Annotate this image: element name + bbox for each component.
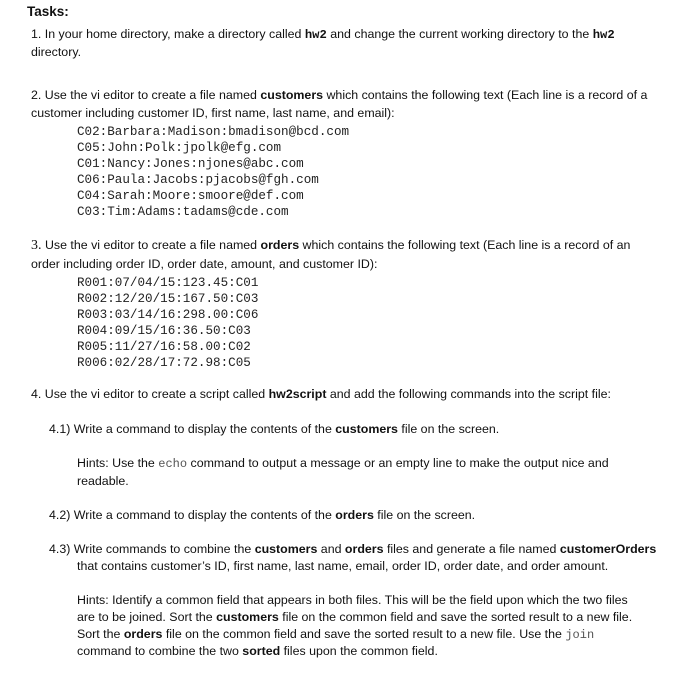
tasks-heading: Tasks:: [27, 4, 69, 19]
hint3-code-join: join: [565, 628, 595, 642]
order-record: R004:09/15/16:36.50:C03: [77, 324, 251, 338]
customer-record: C02:Barbara:Madison:bmadison@bcd.com: [77, 125, 350, 139]
task3-number: 3.: [31, 238, 42, 253]
subtask-4-3-text: 4.3) Write commands to combine the: [49, 542, 255, 556]
task1-text: 1. In your home directory, make a directory called: [31, 27, 305, 41]
hint-code-echo: echo: [158, 457, 188, 471]
hint3-bold-sorted: sorted: [242, 644, 281, 658]
customer-record: C03:Tim:Adams:tadams@cde.com: [77, 205, 289, 219]
subtask-4-1-bold: customers: [335, 422, 398, 436]
subtask-4-3-text-c: files and generate a file named: [383, 542, 560, 556]
hint-4-1-line2: readable.: [77, 474, 129, 488]
customer-record: C05:John:Polk:jpolk@efg.com: [77, 141, 282, 155]
subtask-4-3-line1: [49, 541, 656, 557]
hint-4-3-line2: [77, 609, 632, 625]
task1-line1: [31, 26, 615, 43]
hint-text-b: command to output a message or an empty line to make the output nice and: [187, 456, 609, 470]
task1-line2: directory.: [31, 45, 82, 59]
task1-code-hw2: hw2: [304, 28, 327, 42]
hint3-text-f: files upon the common field.: [280, 644, 438, 658]
task1-code-hw2-b: hw2: [592, 28, 615, 42]
task2-text-b: which contains the following text (Each line is a record of a: [323, 88, 648, 102]
task4-text-b: and add the following commands into the script file:: [326, 387, 611, 401]
subtask-4-1-text-b: file on the screen.: [397, 422, 500, 436]
task1-text-b: and change the current working directory to the: [326, 27, 593, 41]
hint3-text-c: Sort the: [77, 627, 124, 641]
task2-text: 2. Use the vi editor to create a file named: [31, 88, 261, 102]
task3-bold-orders: orders: [260, 238, 300, 252]
task3-text-b: which contains the following text (Each line is a record of an: [299, 238, 631, 252]
hint3-text-d: file on the common field and save the sorted result to a new file. Use the: [162, 627, 566, 641]
order-record: R003:03/14/16:298.00:C06: [77, 308, 259, 322]
subtask-4-3-bold-customerorders: customerOrders: [559, 542, 657, 556]
task2-line1: [31, 87, 647, 103]
task4-line1: [31, 386, 611, 402]
task3-text: Use the vi editor to create a file named: [41, 238, 261, 252]
hint-4-3-line1: Hints: Identify a common field that appears in both files. This will be the field upon which the two files: [77, 593, 628, 607]
hint-4-1-line1: [77, 455, 609, 472]
order-record: R006:02/28/17:72.98:C05: [77, 356, 251, 370]
subtask-4-1-text: 4.1) Write a command to display the contents of the: [49, 422, 336, 436]
task3-line2: order including order ID, order date, amount, and customer ID):: [31, 257, 378, 271]
task4-bold-hw2script: hw2script: [268, 387, 327, 401]
order-record: R005:11/27/16:58.00:C02: [77, 340, 251, 354]
hint3-text: are to be joined. Sort the: [77, 610, 217, 624]
hint-4-3-line3: [77, 626, 594, 643]
hint3-text-e: command to combine the two: [77, 644, 243, 658]
subtask-4-3-text-b: and: [317, 542, 345, 556]
order-record: R001:07/04/15:123.45:C01: [77, 276, 259, 290]
subtask-4-2: [49, 507, 475, 523]
task3-line1: [31, 237, 630, 254]
subtask-4-2-bold: orders: [335, 508, 374, 522]
subtask-4-3-line2: that contains customer’s ID, first name, last name, email, order ID, order date, and order amount.: [77, 559, 609, 573]
hint-4-3-line4: [77, 643, 438, 659]
subtask-4-2-text: 4.2) Write a command to display the contents of the: [49, 508, 336, 522]
task4-text: 4. Use the vi editor to create a script called: [31, 387, 269, 401]
task2-bold-customers: customers: [260, 88, 324, 102]
subtask-4-2-text-b: file on the screen.: [373, 508, 476, 522]
customer-record: C04:Sarah:Moore:smoore@def.com: [77, 189, 304, 203]
customer-record: C01:Nancy:Jones:njones@abc.com: [77, 157, 304, 171]
subtask-4-1: [49, 421, 499, 437]
subtask-4-3-bold-orders: orders: [344, 542, 384, 556]
hint3-bold-customers: customers: [216, 610, 279, 624]
subtask-4-3-bold-customers: customers: [254, 542, 318, 556]
customer-record: C06:Paula:Jacobs:pjacobs@fgh.com: [77, 173, 319, 187]
hint-text: Hints: Use the: [77, 456, 159, 470]
hint3-text-b: file on the common field and save the sorted result to a new file.: [278, 610, 633, 624]
task2-line2: customer including customer ID, first name, last name, and email):: [31, 106, 395, 120]
hint3-bold-orders: orders: [123, 627, 163, 641]
order-record: R002:12/20/15:167.50:C03: [77, 292, 259, 306]
